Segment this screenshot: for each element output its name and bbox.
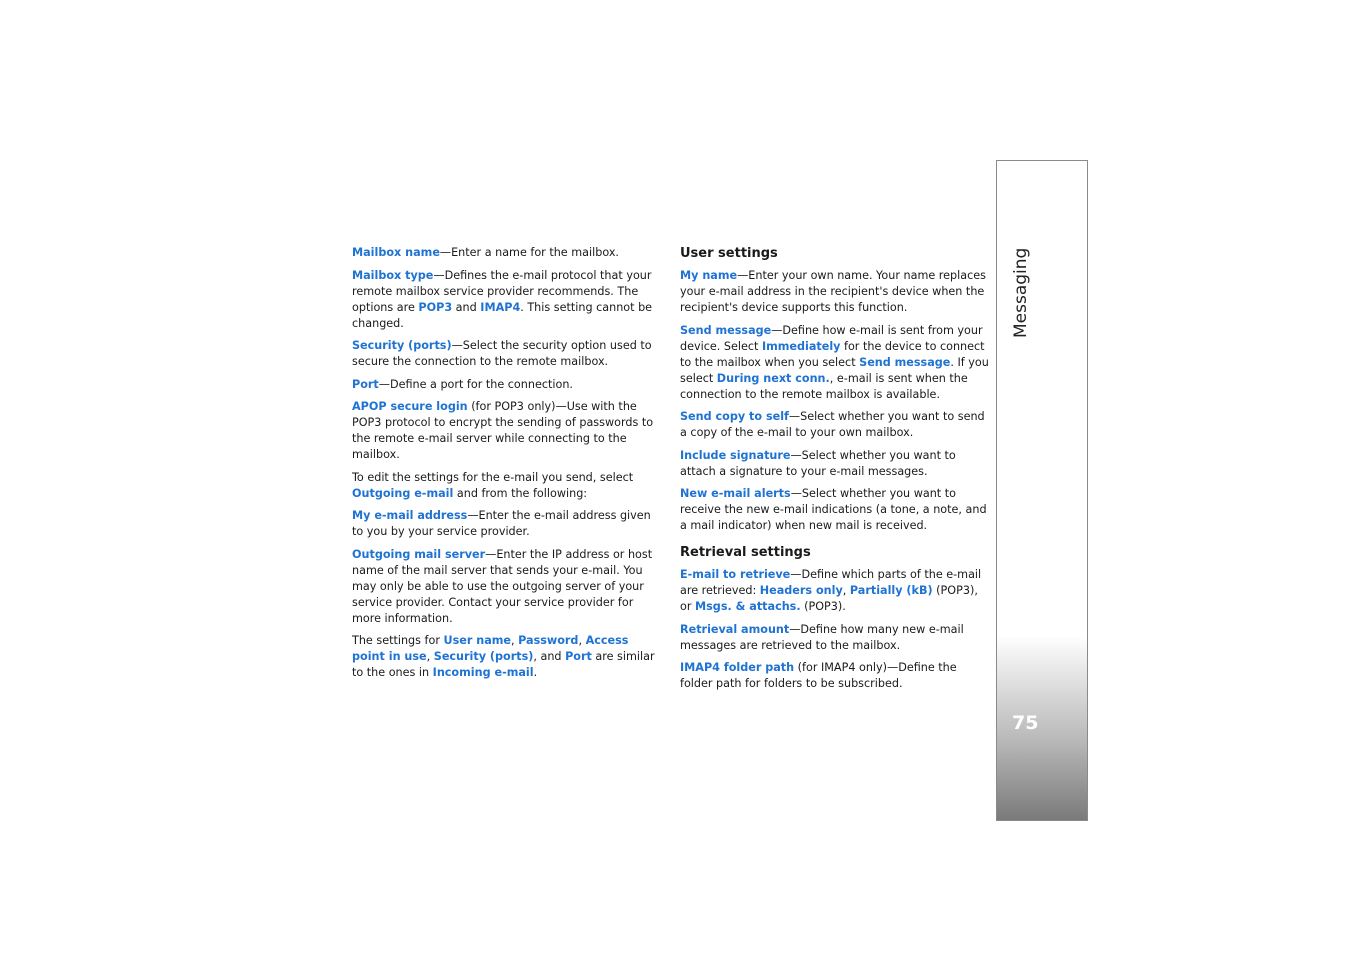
paragraph-imap4-folder-path bbox=[680, 660, 989, 692]
body-text: —Enter a name for the mailbox. bbox=[439, 246, 619, 259]
paragraph-mailbox-type bbox=[352, 268, 661, 332]
paragraph-send-copy-to-self bbox=[680, 409, 989, 441]
paragraph-my-name bbox=[680, 268, 989, 316]
body-text: , and bbox=[533, 650, 566, 663]
setting-term: POP3 bbox=[418, 300, 453, 314]
setting-term: Send message bbox=[859, 355, 951, 369]
setting-term: Include signature bbox=[680, 448, 791, 462]
setting-term: User name bbox=[443, 634, 511, 647]
section-title: Messaging bbox=[1011, 247, 1031, 338]
body-text: —Select whether you want to attach a signature to your e-mail messages. bbox=[680, 448, 956, 478]
paragraph-include-signature bbox=[680, 448, 989, 480]
body-text: , bbox=[842, 584, 850, 597]
body-text: . bbox=[533, 666, 538, 679]
setting-term: IMAP4 bbox=[480, 300, 521, 314]
paragraph-outgoing-mail-server bbox=[352, 547, 661, 627]
setting-term: Immediately bbox=[761, 339, 841, 353]
body-text: . If you select bbox=[680, 355, 989, 385]
body-text: (for POP3 only)—Use with the POP3 protocol to encrypt the sending of passwords to the remote e-mail server while connecting to the mailbox. bbox=[352, 400, 654, 461]
body-text: (POP3). bbox=[800, 600, 846, 613]
body-text: —Enter the IP address or host name of the mail server that sends your e-mail. You may only be able to use the outgoing server of your service provider. Contact your service provider for more information. bbox=[352, 547, 653, 625]
setting-term: E-mail to retrieve bbox=[680, 568, 791, 581]
body-text: are similar to the ones in bbox=[352, 650, 655, 679]
body-text: —Defines the e-mail protocol that your remote mailbox service provider recommends. The options are bbox=[352, 268, 652, 314]
left-column bbox=[352, 245, 661, 688]
paragraph-outgoing-intro bbox=[352, 470, 661, 502]
setting-term: Incoming e-mail bbox=[432, 666, 534, 679]
paragraph-my-email-address bbox=[352, 508, 661, 540]
paragraph-send-message bbox=[680, 323, 989, 403]
setting-term: IMAP4 folder path bbox=[680, 661, 795, 674]
right-column bbox=[680, 245, 989, 699]
setting-term: During next conn. bbox=[716, 371, 830, 385]
retrieval-settings-heading: Retrieval settings bbox=[680, 545, 811, 560]
setting-term: Security (ports) bbox=[352, 339, 452, 352]
body-text: , bbox=[511, 634, 519, 647]
paragraph-port bbox=[352, 377, 661, 393]
body-text: The settings for bbox=[352, 634, 444, 647]
body-text: (POP3), or bbox=[680, 584, 978, 613]
setting-term: Password bbox=[518, 634, 579, 647]
setting-term: New e-mail alerts bbox=[680, 487, 791, 500]
body-text: for the device to connect to the mailbox when you select bbox=[680, 339, 985, 369]
paragraph-similar-settings bbox=[352, 633, 661, 681]
setting-term: Security (ports) bbox=[433, 650, 534, 663]
body-text: —Select whether you want to receive the new e-mail indications (a tone, a note, and a mail indicator) when new mail is received. bbox=[680, 487, 987, 532]
setting-term: Headers only bbox=[759, 584, 843, 597]
paragraph-security-ports bbox=[352, 338, 661, 370]
paragraph-email-to-retrieve bbox=[680, 567, 989, 615]
body-text: —Enter the e-mail address given to you by your service provider. bbox=[352, 509, 651, 538]
setting-term: Retrieval amount bbox=[680, 622, 790, 636]
body-text: —Select whether you want to send a copy of the e-mail to your own mailbox. bbox=[680, 410, 985, 439]
setting-term: Mailbox name bbox=[352, 246, 440, 259]
setting-term: My e-mail address bbox=[352, 509, 468, 522]
body-text: —Define a port for the connection. bbox=[378, 377, 573, 391]
setting-term: Mailbox type bbox=[352, 268, 434, 282]
page-number: 75 bbox=[1012, 712, 1039, 734]
body-text: —Enter your own name. Your name replaces your e-mail address in the recipient's device when the recipient's device supports this function. bbox=[680, 269, 986, 314]
paragraph-mailbox-name bbox=[352, 245, 661, 261]
body-text: —Select the security option used to secure the connection to the remote mailbox. bbox=[352, 339, 652, 368]
body-text: and from the following: bbox=[453, 486, 588, 500]
setting-term: APOP secure login bbox=[352, 400, 468, 413]
paragraph-apop-secure-login bbox=[352, 399, 661, 463]
setting-term: Outgoing mail server bbox=[352, 547, 486, 561]
user-settings-heading: User settings bbox=[680, 246, 778, 261]
body-text: . This setting cannot be changed. bbox=[352, 300, 653, 330]
setting-term: Access point in use bbox=[352, 634, 629, 663]
body-text: (for IMAP4 only)—Define the folder path for folders to be subscribed. bbox=[680, 661, 957, 690]
setting-term: Port bbox=[352, 377, 379, 391]
body-text: —Define how e-mail is sent from your device. Select bbox=[680, 323, 983, 353]
chapter-side-tab bbox=[996, 160, 1088, 821]
paragraph-retrieval-amount bbox=[680, 622, 989, 654]
setting-term: Send message bbox=[680, 323, 772, 337]
body-text: and bbox=[452, 300, 481, 314]
paragraph-new-email-alerts bbox=[680, 486, 989, 534]
body-text: —Define which parts of the e-mail are retrieved: bbox=[680, 568, 982, 597]
body-text: , e-mail is sent when the connection to the remote mailbox is available. bbox=[680, 371, 968, 401]
setting-term: Partially (kB) bbox=[849, 584, 933, 597]
setting-term: My name bbox=[680, 269, 738, 282]
body-text: —Define how many new e-mail messages are retrieved to the mailbox. bbox=[680, 622, 964, 652]
body-text: , bbox=[578, 634, 586, 647]
setting-term: Msgs. & attachs. bbox=[695, 600, 801, 613]
body-text: , bbox=[426, 650, 434, 663]
setting-term: Outgoing e-mail bbox=[352, 486, 454, 500]
body-text: To edit the settings for the e-mail you send, select bbox=[352, 470, 634, 484]
setting-term: Port bbox=[565, 650, 592, 663]
setting-term: Send copy to self bbox=[680, 410, 789, 423]
